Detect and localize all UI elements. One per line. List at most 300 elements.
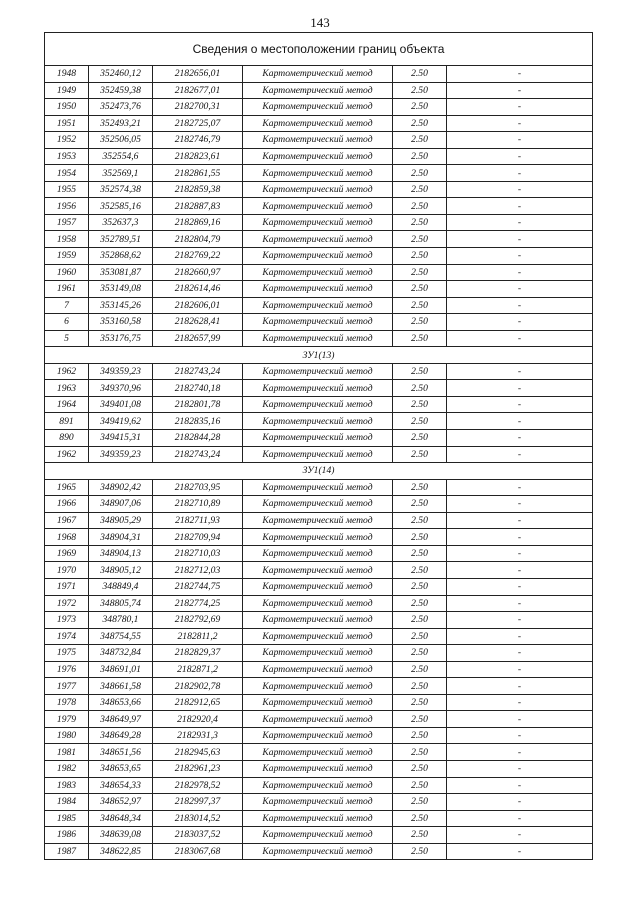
point-number-cell: 1953 [45, 148, 89, 165]
point-number-cell: 1974 [45, 628, 89, 645]
y-coordinate-cell: 2182660,97 [153, 264, 243, 281]
accuracy-cell: 2.50 [393, 612, 447, 629]
description-cell: - [447, 396, 593, 413]
accuracy-cell: 2.50 [393, 297, 447, 314]
description-cell: - [447, 678, 593, 695]
point-number-cell: 1951 [45, 115, 89, 132]
method-cell: Картометрический метод [243, 612, 393, 629]
table-row [45, 612, 593, 629]
y-coordinate-cell: 2183037,52 [153, 827, 243, 844]
table-row [45, 496, 593, 513]
y-coordinate-cell: 2182657,99 [153, 330, 243, 347]
method-cell: Картометрический метод [243, 181, 393, 198]
accuracy-cell: 2.50 [393, 645, 447, 662]
section-row [45, 347, 593, 364]
boundary-coordinates-table [44, 32, 593, 860]
point-number-cell: 1967 [45, 512, 89, 529]
accuracy-cell: 2.50 [393, 661, 447, 678]
method-cell: Картометрический метод [243, 827, 393, 844]
description-cell: - [447, 843, 593, 860]
y-coordinate-cell: 2182712,03 [153, 562, 243, 579]
table-row [45, 512, 593, 529]
point-number-cell: 5 [45, 330, 89, 347]
x-coordinate-cell: 348652,97 [89, 794, 153, 811]
description-cell: - [447, 214, 593, 231]
table-row [45, 264, 593, 281]
method-cell: Картометрический метод [243, 595, 393, 612]
table-row [45, 843, 593, 860]
y-coordinate-cell: 2182743,24 [153, 446, 243, 463]
x-coordinate-cell: 348732,84 [89, 645, 153, 662]
table-row [45, 198, 593, 215]
point-number-cell: 1959 [45, 248, 89, 265]
point-number-cell: 1969 [45, 545, 89, 562]
accuracy-cell: 2.50 [393, 132, 447, 149]
accuracy-cell: 2.50 [393, 529, 447, 546]
description-cell: - [447, 314, 593, 331]
x-coordinate-cell: 352574,38 [89, 181, 153, 198]
point-number-cell: 1966 [45, 496, 89, 513]
table-title: Сведения о местоположении границ объекта [45, 33, 593, 66]
y-coordinate-cell: 2182746,79 [153, 132, 243, 149]
table-row [45, 248, 593, 265]
method-cell: Картометрический метод [243, 82, 393, 99]
method-cell: Картометрический метод [243, 661, 393, 678]
x-coordinate-cell: 349359,23 [89, 446, 153, 463]
accuracy-cell: 2.50 [393, 66, 447, 83]
y-coordinate-cell: 2182606,01 [153, 297, 243, 314]
description-cell: - [447, 330, 593, 347]
description-cell: - [447, 148, 593, 165]
x-coordinate-cell: 348780,1 [89, 612, 153, 629]
x-coordinate-cell: 348754,55 [89, 628, 153, 645]
point-number-cell: 1962 [45, 363, 89, 380]
accuracy-cell: 2.50 [393, 148, 447, 165]
point-number-cell: 1984 [45, 794, 89, 811]
y-coordinate-cell: 2183067,68 [153, 843, 243, 860]
method-cell: Картометрический метод [243, 645, 393, 662]
description-cell: - [447, 82, 593, 99]
table-row [45, 760, 593, 777]
y-coordinate-cell: 2182774,25 [153, 595, 243, 612]
y-coordinate-cell: 2182628,41 [153, 314, 243, 331]
table-row [45, 330, 593, 347]
description-cell: - [447, 181, 593, 198]
y-coordinate-cell: 2182677,01 [153, 82, 243, 99]
section-row [45, 463, 593, 480]
description-cell: - [447, 115, 593, 132]
x-coordinate-cell: 348805,74 [89, 595, 153, 612]
accuracy-cell: 2.50 [393, 363, 447, 380]
table-row [45, 99, 593, 116]
table-row [45, 661, 593, 678]
accuracy-cell: 2.50 [393, 545, 447, 562]
table-row [45, 446, 593, 463]
section-label: ЗУ1(14) [45, 463, 593, 480]
x-coordinate-cell: 352868,62 [89, 248, 153, 265]
method-cell: Картометрический метод [243, 165, 393, 182]
x-coordinate-cell: 348653,66 [89, 694, 153, 711]
description-cell: - [447, 694, 593, 711]
point-number-cell: 1958 [45, 231, 89, 248]
point-number-cell: 1954 [45, 165, 89, 182]
accuracy-cell: 2.50 [393, 479, 447, 496]
description-cell: - [447, 744, 593, 761]
y-coordinate-cell: 2182861,55 [153, 165, 243, 182]
method-cell: Картометрический метод [243, 99, 393, 116]
point-number-cell: 1981 [45, 744, 89, 761]
description-cell: - [447, 645, 593, 662]
description-cell: - [447, 595, 593, 612]
table-row [45, 711, 593, 728]
method-cell: Картометрический метод [243, 248, 393, 265]
description-cell: - [447, 628, 593, 645]
table-row [45, 66, 593, 83]
accuracy-cell: 2.50 [393, 810, 447, 827]
x-coordinate-cell: 352506,05 [89, 132, 153, 149]
description-cell: - [447, 380, 593, 397]
table-row [45, 181, 593, 198]
method-cell: Картометрический метод [243, 446, 393, 463]
y-coordinate-cell: 2182912,65 [153, 694, 243, 711]
table-row [45, 430, 593, 447]
table-row [45, 595, 593, 612]
accuracy-cell: 2.50 [393, 694, 447, 711]
y-coordinate-cell: 2182769,22 [153, 248, 243, 265]
method-cell: Картометрический метод [243, 231, 393, 248]
page-number: 143 [310, 15, 330, 30]
x-coordinate-cell: 353176,75 [89, 330, 153, 347]
table-row [45, 413, 593, 430]
accuracy-cell: 2.50 [393, 827, 447, 844]
description-cell: - [447, 545, 593, 562]
method-cell: Картометрический метод [243, 694, 393, 711]
table-row [45, 115, 593, 132]
accuracy-cell: 2.50 [393, 562, 447, 579]
point-number-cell: 1987 [45, 843, 89, 860]
point-number-cell: 1956 [45, 198, 89, 215]
x-coordinate-cell: 348654,33 [89, 777, 153, 794]
section-label: ЗУ1(13) [45, 347, 593, 364]
table-row [45, 82, 593, 99]
method-cell: Картометрический метод [243, 727, 393, 744]
method-cell: Картометрический метод [243, 529, 393, 546]
accuracy-cell: 2.50 [393, 181, 447, 198]
y-coordinate-cell: 2182792,69 [153, 612, 243, 629]
x-coordinate-cell: 348691,01 [89, 661, 153, 678]
x-coordinate-cell: 352585,16 [89, 198, 153, 215]
table-row [45, 744, 593, 761]
x-coordinate-cell: 353145,26 [89, 297, 153, 314]
description-cell: - [447, 413, 593, 430]
description-cell: - [447, 578, 593, 595]
accuracy-cell: 2.50 [393, 165, 447, 182]
description-cell: - [447, 661, 593, 678]
x-coordinate-cell: 348649,28 [89, 727, 153, 744]
table-row [45, 628, 593, 645]
x-coordinate-cell: 349419,62 [89, 413, 153, 430]
method-cell: Картометрический метод [243, 512, 393, 529]
y-coordinate-cell: 2183014,52 [153, 810, 243, 827]
x-coordinate-cell: 353081,87 [89, 264, 153, 281]
description-cell: - [447, 711, 593, 728]
y-coordinate-cell: 2182978,52 [153, 777, 243, 794]
y-coordinate-cell: 2182811,2 [153, 628, 243, 645]
x-coordinate-cell: 349401,08 [89, 396, 153, 413]
y-coordinate-cell: 2182859,38 [153, 181, 243, 198]
y-coordinate-cell: 2182920,4 [153, 711, 243, 728]
x-coordinate-cell: 352493,21 [89, 115, 153, 132]
method-cell: Картометрический метод [243, 396, 393, 413]
point-number-cell: 891 [45, 413, 89, 430]
x-coordinate-cell: 348648,34 [89, 810, 153, 827]
method-cell: Картометрический метод [243, 413, 393, 430]
y-coordinate-cell: 2182656,01 [153, 66, 243, 83]
description-cell: - [447, 827, 593, 844]
x-coordinate-cell: 348622,85 [89, 843, 153, 860]
y-coordinate-cell: 2182871,2 [153, 661, 243, 678]
point-number-cell: 1976 [45, 661, 89, 678]
accuracy-cell: 2.50 [393, 744, 447, 761]
description-cell: - [447, 165, 593, 182]
point-number-cell: 6 [45, 314, 89, 331]
y-coordinate-cell: 2182887,83 [153, 198, 243, 215]
table-row [45, 578, 593, 595]
table-row [45, 678, 593, 695]
description-cell: - [447, 231, 593, 248]
accuracy-cell: 2.50 [393, 281, 447, 298]
accuracy-cell: 2.50 [393, 314, 447, 331]
point-number-cell: 1978 [45, 694, 89, 711]
method-cell: Картометрический метод [243, 214, 393, 231]
method-cell: Картометрический метод [243, 843, 393, 860]
point-number-cell: 1963 [45, 380, 89, 397]
point-number-cell: 1952 [45, 132, 89, 149]
y-coordinate-cell: 2182744,75 [153, 578, 243, 595]
method-cell: Картометрический метод [243, 810, 393, 827]
table-row [45, 479, 593, 496]
y-coordinate-cell: 2182804,79 [153, 231, 243, 248]
x-coordinate-cell: 352459,38 [89, 82, 153, 99]
method-cell: Картометрический метод [243, 496, 393, 513]
accuracy-cell: 2.50 [393, 115, 447, 132]
method-cell: Картометрический метод [243, 198, 393, 215]
table-row [45, 380, 593, 397]
method-cell: Картометрический метод [243, 711, 393, 728]
table-row [45, 165, 593, 182]
description-cell: - [447, 760, 593, 777]
method-cell: Картометрический метод [243, 430, 393, 447]
table-row [45, 827, 593, 844]
y-coordinate-cell: 2182801,78 [153, 396, 243, 413]
method-cell: Картометрический метод [243, 545, 393, 562]
point-number-cell: 1955 [45, 181, 89, 198]
accuracy-cell: 2.50 [393, 843, 447, 860]
method-cell: Картометрический метод [243, 479, 393, 496]
x-coordinate-cell: 349415,31 [89, 430, 153, 447]
method-cell: Картометрический метод [243, 264, 393, 281]
accuracy-cell: 2.50 [393, 678, 447, 695]
x-coordinate-cell: 348653,65 [89, 760, 153, 777]
point-number-cell: 1985 [45, 810, 89, 827]
accuracy-cell: 2.50 [393, 595, 447, 612]
accuracy-cell: 2.50 [393, 512, 447, 529]
method-cell: Картометрический метод [243, 760, 393, 777]
x-coordinate-cell: 348849,4 [89, 578, 153, 595]
x-coordinate-cell: 348904,13 [89, 545, 153, 562]
method-cell: Картометрический метод [243, 562, 393, 579]
y-coordinate-cell: 2182703,95 [153, 479, 243, 496]
point-number-cell: 1962 [45, 446, 89, 463]
method-cell: Картометрический метод [243, 281, 393, 298]
point-number-cell: 1975 [45, 645, 89, 662]
method-cell: Картометрический метод [243, 744, 393, 761]
accuracy-cell: 2.50 [393, 231, 447, 248]
description-cell: - [447, 132, 593, 149]
table-row [45, 529, 593, 546]
description-cell: - [447, 612, 593, 629]
accuracy-cell: 2.50 [393, 330, 447, 347]
x-coordinate-cell: 348904,31 [89, 529, 153, 546]
table-row [45, 727, 593, 744]
y-coordinate-cell: 2182614,46 [153, 281, 243, 298]
description-cell: - [447, 66, 593, 83]
point-number-cell: 1961 [45, 281, 89, 298]
y-coordinate-cell: 2182829,37 [153, 645, 243, 662]
method-cell: Картометрический метод [243, 678, 393, 695]
method-cell: Картометрический метод [243, 132, 393, 149]
table-row [45, 314, 593, 331]
accuracy-cell: 2.50 [393, 777, 447, 794]
x-coordinate-cell: 352789,51 [89, 231, 153, 248]
accuracy-cell: 2.50 [393, 214, 447, 231]
accuracy-cell: 2.50 [393, 711, 447, 728]
x-coordinate-cell: 352554,6 [89, 148, 153, 165]
description-cell: - [447, 198, 593, 215]
x-coordinate-cell: 352637,3 [89, 214, 153, 231]
y-coordinate-cell: 2182823,61 [153, 148, 243, 165]
x-coordinate-cell: 353160,58 [89, 314, 153, 331]
x-coordinate-cell: 353149,08 [89, 281, 153, 298]
y-coordinate-cell: 2182961,23 [153, 760, 243, 777]
y-coordinate-cell: 2182835,16 [153, 413, 243, 430]
accuracy-cell: 2.50 [393, 396, 447, 413]
accuracy-cell: 2.50 [393, 82, 447, 99]
y-coordinate-cell: 2182997,37 [153, 794, 243, 811]
point-number-cell: 1972 [45, 595, 89, 612]
x-coordinate-cell: 348639,08 [89, 827, 153, 844]
table-row [45, 148, 593, 165]
table-row [45, 810, 593, 827]
x-coordinate-cell: 348649,97 [89, 711, 153, 728]
table-title-row [45, 33, 593, 66]
description-cell: - [447, 248, 593, 265]
x-coordinate-cell: 352569,1 [89, 165, 153, 182]
method-cell: Картометрический метод [243, 297, 393, 314]
x-coordinate-cell: 348902,42 [89, 479, 153, 496]
point-number-cell: 1971 [45, 578, 89, 595]
method-cell: Картометрический метод [243, 148, 393, 165]
accuracy-cell: 2.50 [393, 430, 447, 447]
table-row [45, 214, 593, 231]
point-number-cell: 1964 [45, 396, 89, 413]
y-coordinate-cell: 2182710,03 [153, 545, 243, 562]
point-number-cell: 1949 [45, 82, 89, 99]
table-row [45, 562, 593, 579]
method-cell: Картометрический метод [243, 330, 393, 347]
y-coordinate-cell: 2182844,28 [153, 430, 243, 447]
description-cell: - [447, 99, 593, 116]
point-number-cell: 1965 [45, 479, 89, 496]
description-cell: - [447, 794, 593, 811]
method-cell: Картометрический метод [243, 794, 393, 811]
accuracy-cell: 2.50 [393, 496, 447, 513]
description-cell: - [447, 512, 593, 529]
y-coordinate-cell: 2182869,16 [153, 214, 243, 231]
table-row [45, 132, 593, 149]
point-number-cell: 1968 [45, 529, 89, 546]
y-coordinate-cell: 2182711,93 [153, 512, 243, 529]
description-cell: - [447, 810, 593, 827]
description-cell: - [447, 727, 593, 744]
point-number-cell: 1980 [45, 727, 89, 744]
y-coordinate-cell: 2182740,18 [153, 380, 243, 397]
x-coordinate-cell: 352473,76 [89, 99, 153, 116]
accuracy-cell: 2.50 [393, 628, 447, 645]
point-number-cell: 890 [45, 430, 89, 447]
x-coordinate-cell: 349370,96 [89, 380, 153, 397]
point-number-cell: 1983 [45, 777, 89, 794]
table-body [45, 33, 593, 860]
point-number-cell: 1970 [45, 562, 89, 579]
description-cell: - [447, 281, 593, 298]
x-coordinate-cell: 349359,23 [89, 363, 153, 380]
description-cell: - [447, 297, 593, 314]
x-coordinate-cell: 348905,29 [89, 512, 153, 529]
description-cell: - [447, 529, 593, 546]
y-coordinate-cell: 2182931,3 [153, 727, 243, 744]
point-number-cell: 1982 [45, 760, 89, 777]
table-row [45, 694, 593, 711]
table-row [45, 363, 593, 380]
accuracy-cell: 2.50 [393, 446, 447, 463]
y-coordinate-cell: 2182710,89 [153, 496, 243, 513]
table-row [45, 281, 593, 298]
point-number-cell: 1948 [45, 66, 89, 83]
point-number-cell: 1979 [45, 711, 89, 728]
x-coordinate-cell: 348905,12 [89, 562, 153, 579]
method-cell: Картометрический метод [243, 363, 393, 380]
y-coordinate-cell: 2182743,24 [153, 363, 243, 380]
table-row [45, 545, 593, 562]
y-coordinate-cell: 2182709,94 [153, 529, 243, 546]
point-number-cell: 1986 [45, 827, 89, 844]
x-coordinate-cell: 348651,56 [89, 744, 153, 761]
table-row [45, 777, 593, 794]
method-cell: Картометрический метод [243, 66, 393, 83]
description-cell: - [447, 363, 593, 380]
description-cell: - [447, 479, 593, 496]
description-cell: - [447, 430, 593, 447]
accuracy-cell: 2.50 [393, 413, 447, 430]
accuracy-cell: 2.50 [393, 760, 447, 777]
x-coordinate-cell: 348907,06 [89, 496, 153, 513]
accuracy-cell: 2.50 [393, 380, 447, 397]
table-row [45, 396, 593, 413]
method-cell: Картометрический метод [243, 314, 393, 331]
table-row [45, 794, 593, 811]
x-coordinate-cell: 352460,12 [89, 66, 153, 83]
